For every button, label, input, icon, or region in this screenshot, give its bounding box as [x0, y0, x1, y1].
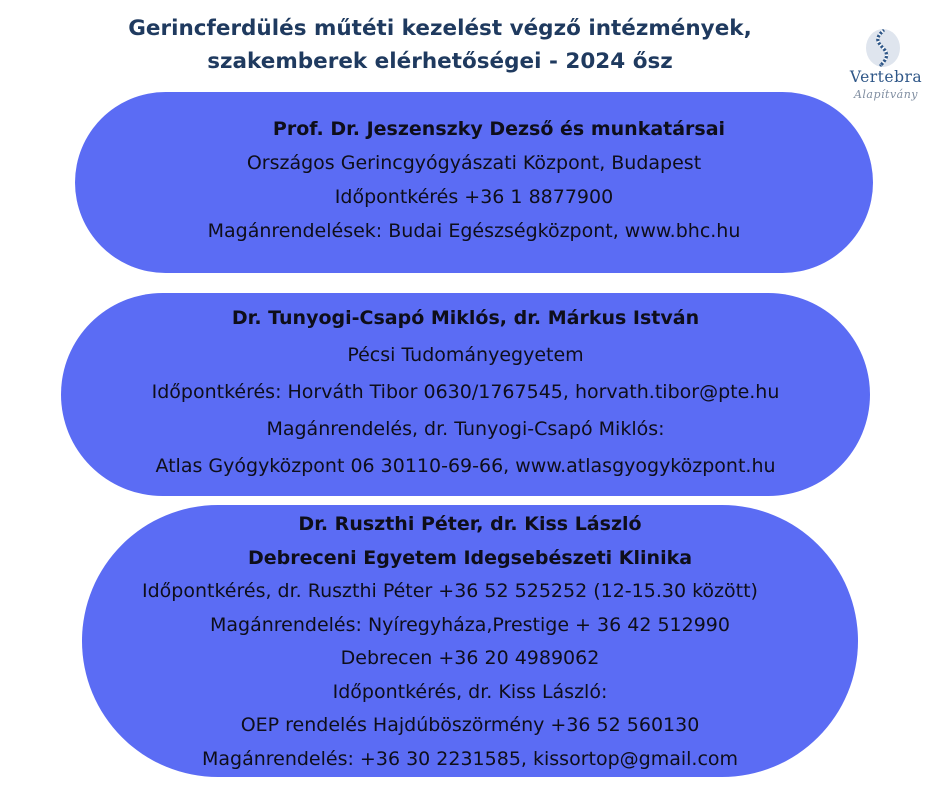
card-line: Debrecen +36 20 4989062 [340, 647, 600, 669]
card-line: Országos Gerincgyógyászati Központ, Budapest [246, 152, 702, 174]
vertebra-logo [840, 28, 932, 114]
card-subtitle: Debreceni Egyetem Idegsebészeti Klinika [247, 546, 693, 569]
card-line: Időpontkérés: Horváth Tibor 0630/1767545, horvath.tibor@pte.hu [151, 381, 780, 403]
logo-subtitle: Alapítvány [853, 88, 919, 101]
card-line: OEP rendelés Hajdúböszörmény +36 52 560130 [240, 714, 700, 736]
contact-card-ruszthi [82, 505, 858, 777]
page-title-line-1: Gerincferdülés műtéti kezelést végző intézmények, [128, 16, 752, 41]
card-line: Időpontkérés, dr. Ruszthi Péter +36 52 525252 (12-15.30 között) [142, 580, 758, 602]
page-title [40, 12, 840, 78]
card-line: Magánrendelések: Budai Egészségközpont, www.bhc.hu [207, 220, 741, 242]
card-line: Magánrendelés: Nyíregyháza,Prestige + 36 42 512990 [210, 613, 730, 636]
card-line: Magánrendelés: +36 30 2231585, kissortop@gmail.com [201, 747, 739, 770]
card-line: Pécsi Tudományegyetem [347, 344, 584, 366]
spine-icon [865, 28, 901, 68]
card-line: Időpontkérés +36 1 8877900 [334, 186, 614, 208]
card-line: Időpontkérés, dr. Kiss László: [332, 680, 608, 703]
card-line: Magánrendelés, dr. Tunyogi-Csapó Miklós: [266, 418, 665, 440]
card-line: Atlas Gyógyközpont 06 30110-69-66, www.atlasgyogyközpont.hu [155, 455, 776, 477]
card-title: Dr. Tunyogi-Csapó Miklós, dr. Márkus István [231, 307, 700, 329]
contact-card-jeszenszky [75, 92, 873, 273]
contact-card-tunyogi [61, 293, 870, 496]
card-title: Prof. Dr. Jeszenszky Dezső és munkatársai [272, 118, 726, 140]
logo-name: Vertebra [849, 68, 923, 86]
card-title: Dr. Ruszthi Péter, dr. Kiss László [298, 513, 642, 535]
page-title-line-2: szakemberek elérhetőségei - 2024 ősz [207, 49, 673, 74]
